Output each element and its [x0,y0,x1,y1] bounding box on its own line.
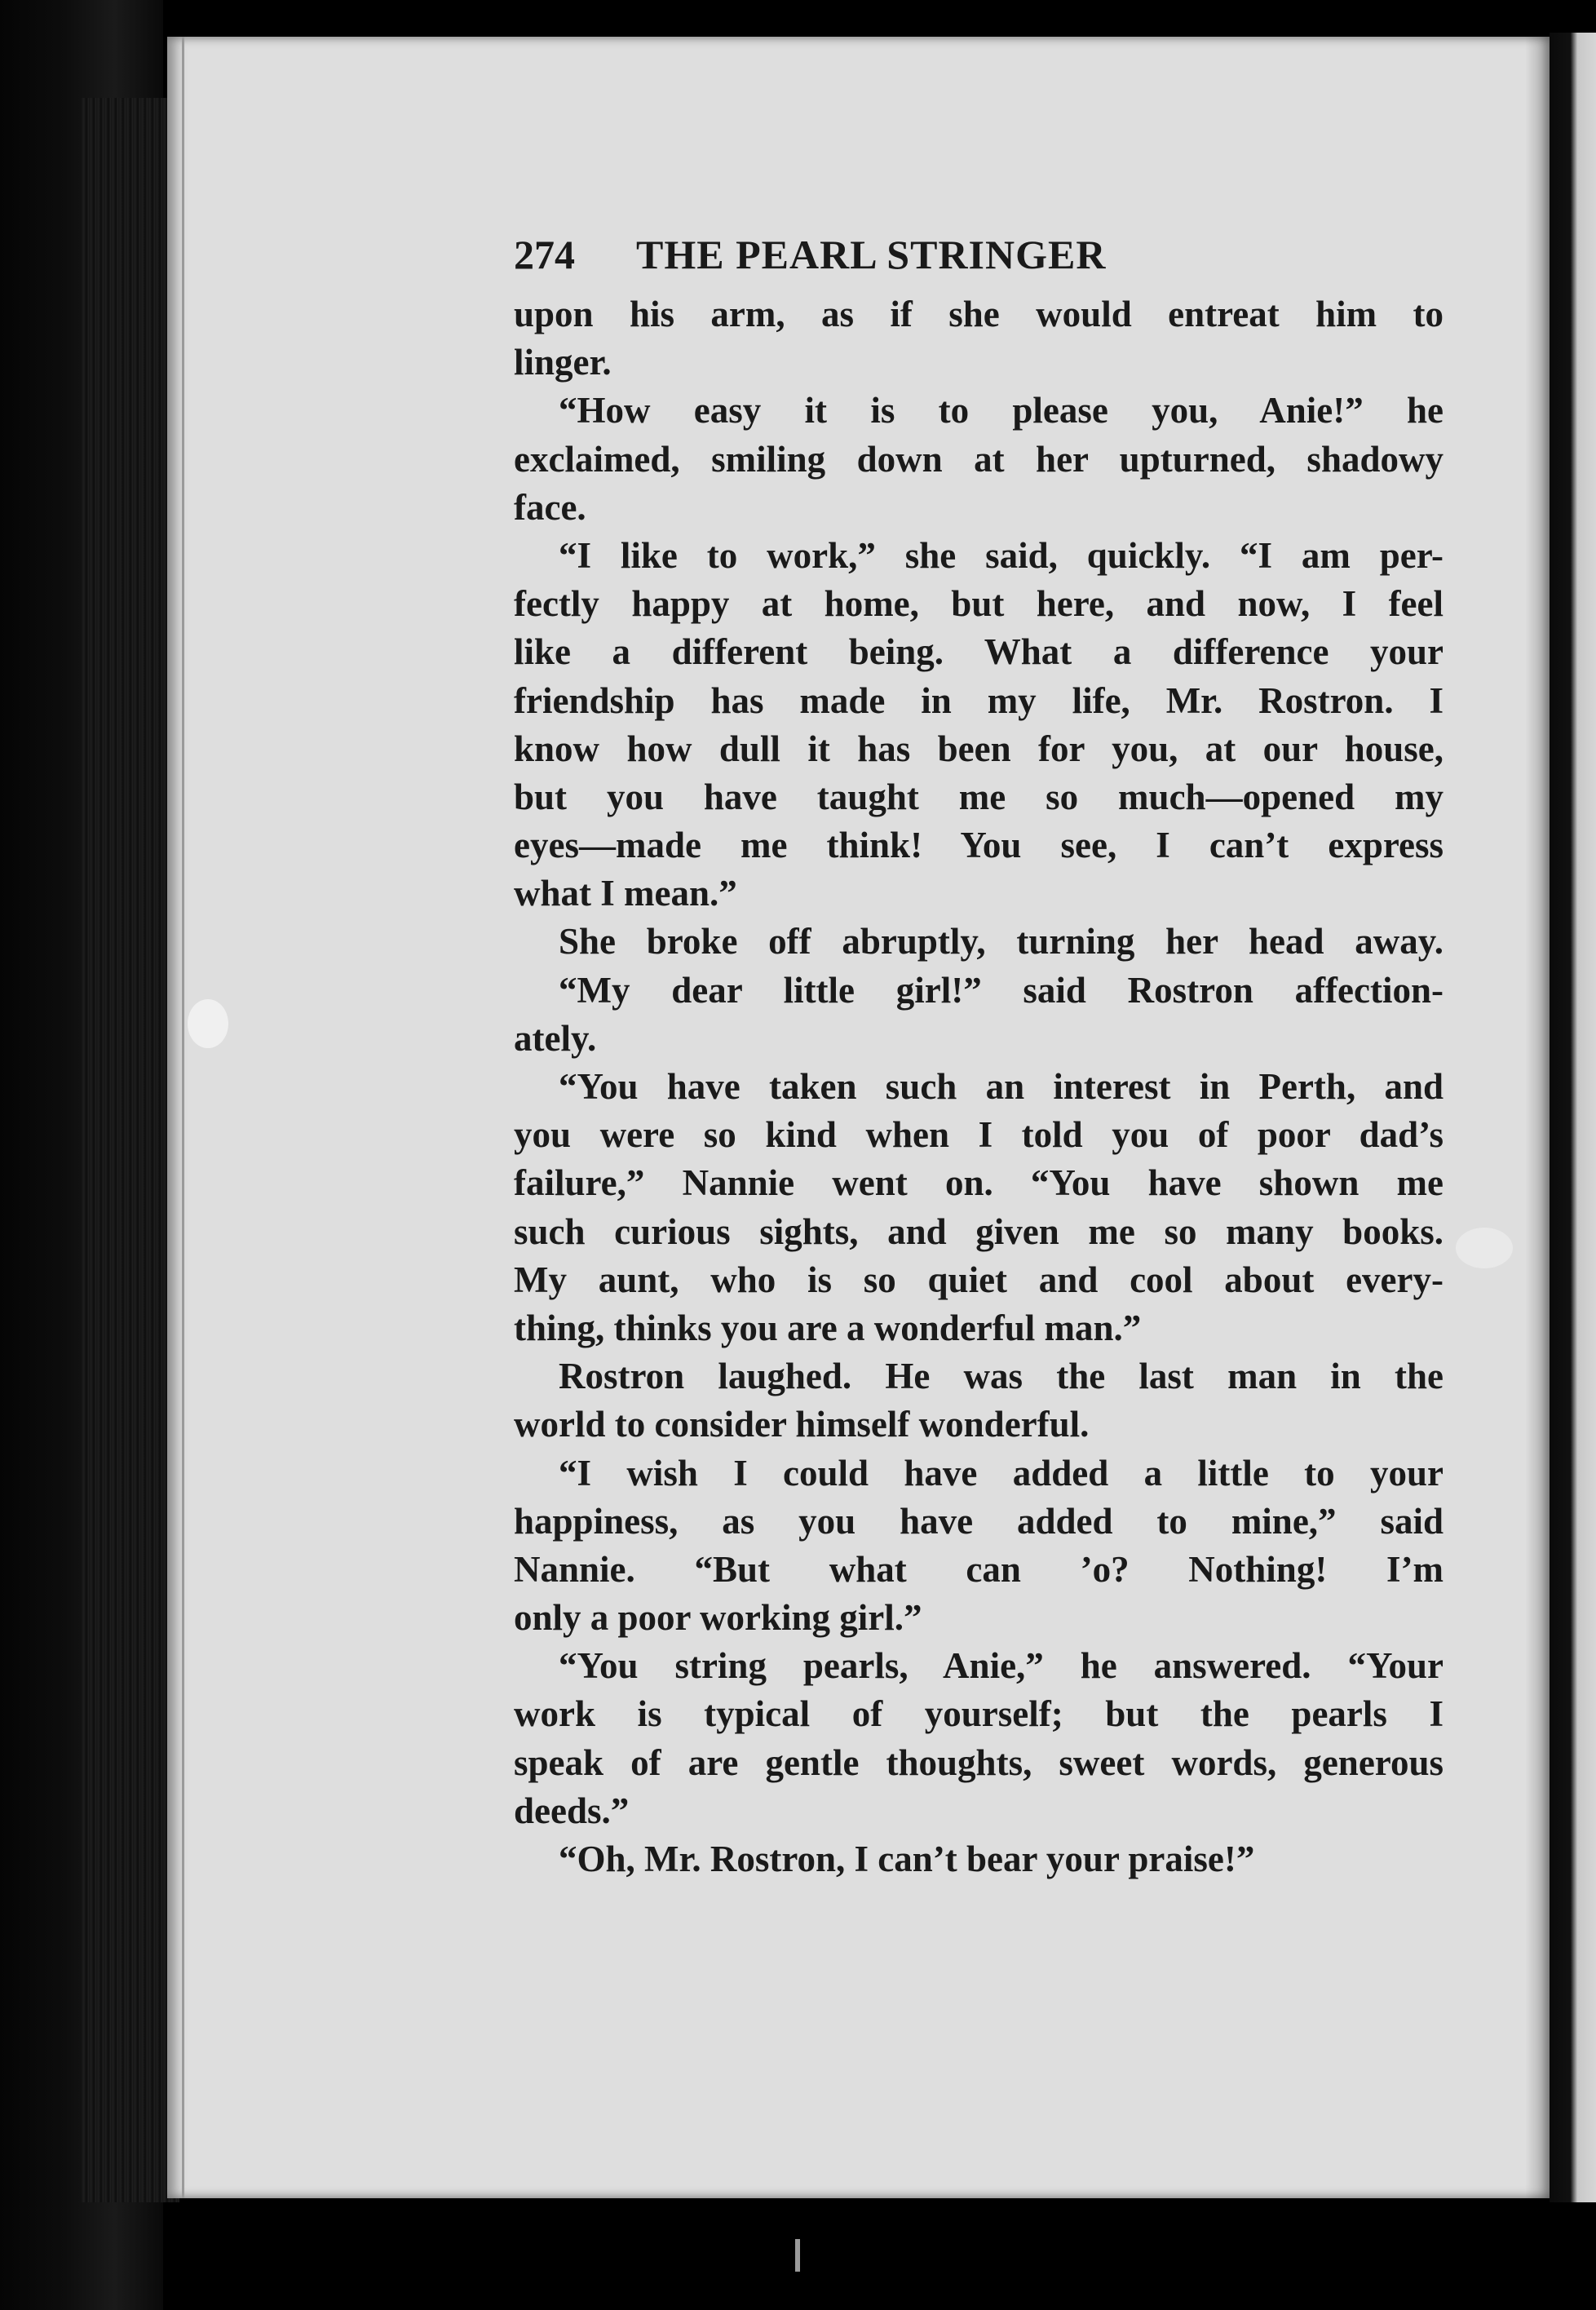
facing-page-edge [1550,33,1596,2202]
text-line: Nannie. “But what can ’o? Nothing! I’m [514,1548,1443,1590]
scan-artifact [795,2239,800,2272]
paper-smudge [1456,1228,1513,1268]
page-text [514,219,1443,1883]
text-line: “You string pearls, Anie,” he answered. “Your [559,1645,1443,1687]
text-line: like a different being. What a difference your [514,631,1443,673]
text-line: happiness, as you have added to mine,” said [514,1500,1443,1542]
text-line: linger. [514,342,612,383]
page-gutter-line [182,37,184,2198]
text-line: ately. [514,1017,597,1059]
text-line: My aunt, who is so quiet and cool about every- [514,1259,1443,1300]
text-line: thing, thinks you are a wonderful man.” [514,1307,1142,1348]
text-line: only a poor working girl.” [514,1597,922,1639]
text-line: know how dull it has been for you, at our house, [514,728,1443,769]
text-line: Rostron laughed. He was the last man in the [559,1356,1443,1397]
text-line: speak of are gentle thoughts, sweet words, generous [514,1741,1443,1783]
text-line: but you have taught me so much—opened my [514,776,1443,817]
text-line: you were so kind when I told you of poor dad’s [514,1114,1443,1156]
text-line: fectly happy at home, but here, and now, I feel [514,583,1443,625]
page-edges [82,98,179,2202]
text-line: “I wish I could have added a little to your [559,1452,1443,1494]
text-line: deeds.” [514,1790,630,1831]
text-line: exclaimed, smiling down at her upturned, shadowy [514,438,1443,480]
text-line: world to consider himself wonderful. [514,1404,1090,1445]
text-line: work is typical of yourself; but the pearls I [514,1693,1443,1735]
text-line: such curious sights, and given me so many books. [514,1210,1443,1252]
running-title: THE PEARL STRINGER [636,232,1107,277]
text-line: “How easy it is to please you, Anie!” he [559,390,1443,431]
paper-smudge [188,999,228,1048]
text-line: friendship has made in my life, Mr. Rostron. I [514,679,1443,721]
text-line: She broke off abruptly, turning her head away. [559,921,1443,962]
page-header [514,219,1443,290]
text-line: face. [514,486,586,528]
text-line: “You have taken such an interest in Perth, and [559,1066,1443,1107]
text-line: “I like to work,” she said, quickly. “I am per- [559,534,1443,576]
text-line: eyes—made me think! You see, I can’t express [514,825,1443,866]
text-line: upon his arm, as if she would entreat him to [514,294,1443,334]
page-number: 274 [514,232,575,277]
page-shadow [1525,37,1550,2198]
text-line: failure,” Nannie went on. “You have shown me [514,1162,1443,1204]
text-line: “My dear little girl!” said Rostron affection- [559,969,1443,1011]
text-line: what I mean.” [514,873,737,914]
text-line: “Oh, Mr. Rostron, I can’t bear your praise!” [559,1839,1255,1879]
